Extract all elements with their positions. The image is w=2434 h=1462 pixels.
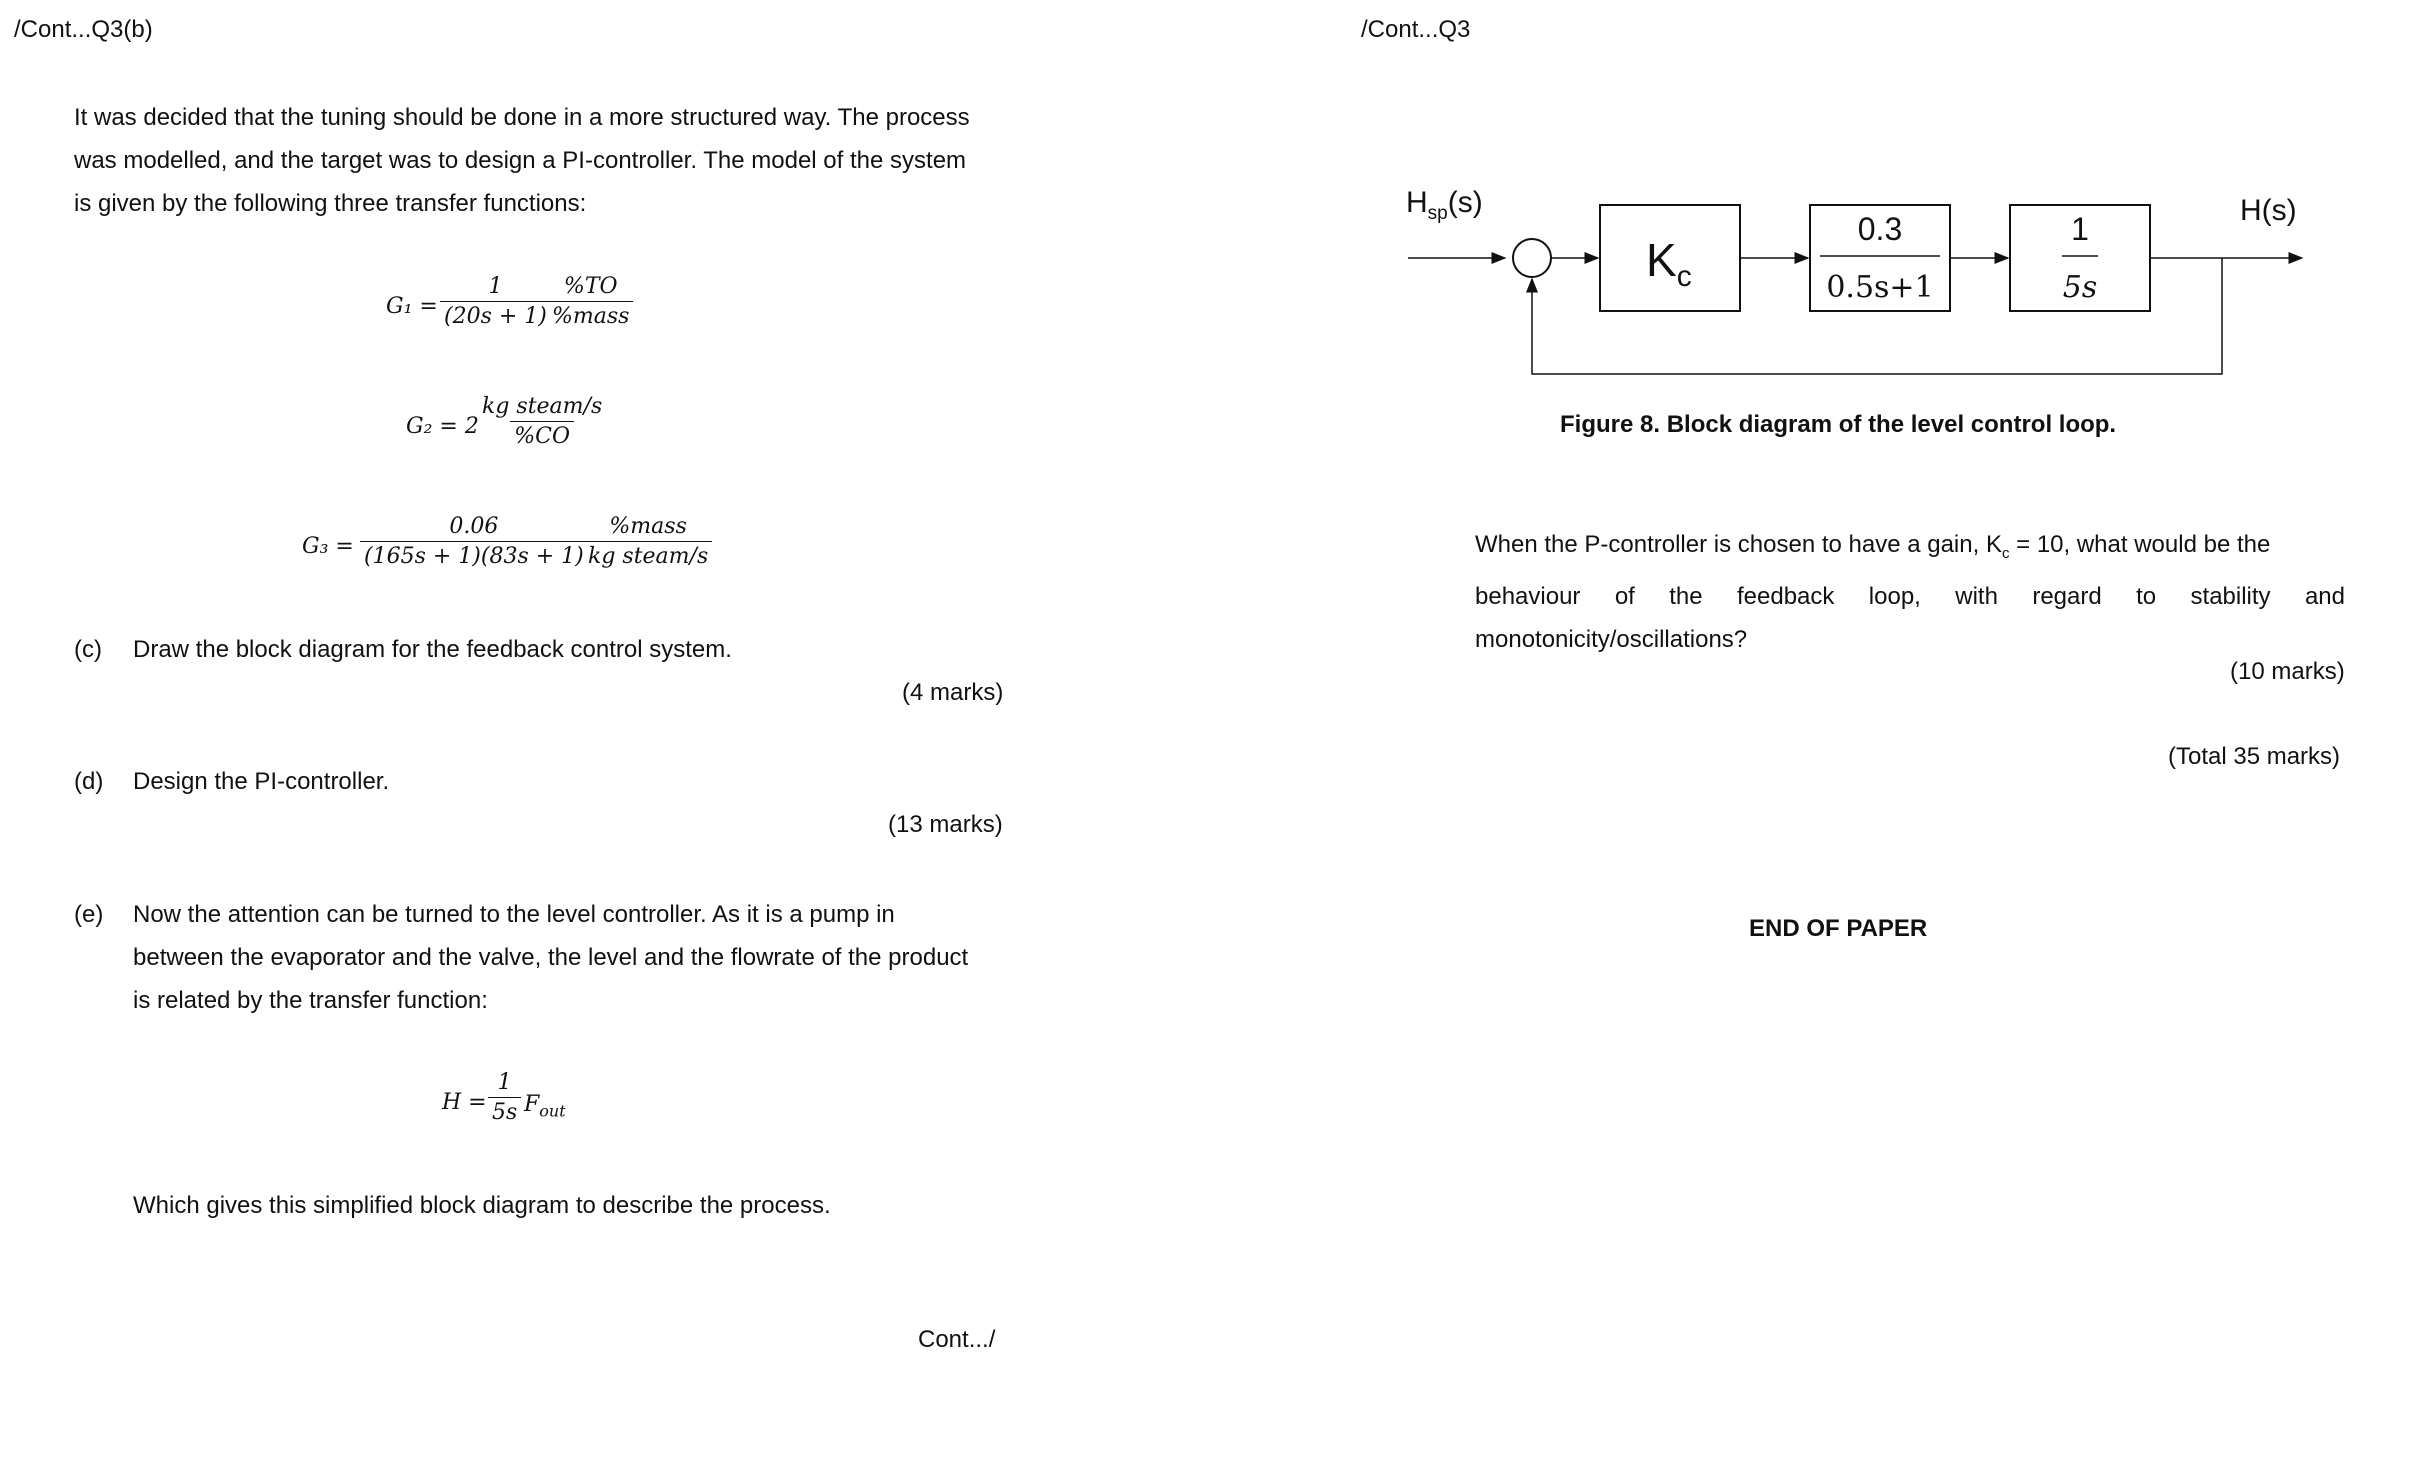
page-header-left: /Cont...Q3(b) bbox=[14, 16, 153, 43]
end-of-paper: END OF PAPER bbox=[1749, 915, 1928, 942]
block3-numerator: 1 bbox=[2071, 211, 2089, 247]
total-marks: (Total 35 marks) bbox=[2168, 743, 2341, 770]
p-controller-question: When the P-controller is chosen to have a gain, $K_c = 10$, what would be the behaviour of the feedback loop, with regard to stability and monotonicity/oscillations? bbox=[1475, 531, 2345, 653]
summing-junction bbox=[1513, 239, 1551, 277]
block3-denominator: 5s bbox=[2062, 270, 2098, 305]
intro-paragraph: It was decided that the tuning should be done in a more structured way. The process was modelled, and the target was to design a PI-controller. The model of the system is given by the following three transfer functions: bbox=[74, 104, 970, 217]
part-d-marks: (13 marks) bbox=[888, 811, 1003, 838]
block2-denominator: 0.5s+1 bbox=[1826, 270, 1934, 305]
page-header-right: /Cont...Q3 bbox=[1361, 16, 1471, 43]
part-e-label: (e) bbox=[74, 901, 104, 928]
part-d-text: Design the PI-controller. bbox=[133, 768, 390, 795]
figure-caption: Figure 8. Block diagram of the level control loop. bbox=[1560, 411, 2117, 438]
part-d-label: (d) bbox=[74, 768, 104, 795]
part-c-marks: (4 marks) bbox=[902, 679, 1004, 706]
output-label: H(s) bbox=[2240, 194, 2297, 227]
level-control-block-diagram bbox=[1390, 170, 2340, 400]
block2-numerator: 0.3 bbox=[1857, 211, 1903, 247]
question-marks: (10 marks) bbox=[2230, 658, 2345, 685]
page-footer-left: Cont.../ bbox=[918, 1326, 996, 1353]
after-equation-text: Which gives this simplified block diagram to describe the process. bbox=[133, 1192, 831, 1219]
part-c-text: Draw the block diagram for the feedback control system. bbox=[133, 636, 732, 663]
svg-text:Hsp(s): $H_{sp}(s)$ bbox=[1406, 186, 1483, 224]
part-e-text: Now the attention can be turned to the level controller. As it is a pump in between the evaporator and the valve, the level and the flowrate of the product is related by the transfer function: bbox=[133, 901, 969, 1014]
controller-gain-label: $K_c$ bbox=[1646, 234, 1692, 293]
part-c-label: (c) bbox=[74, 636, 102, 663]
input-label bbox=[1406, 186, 1483, 224]
